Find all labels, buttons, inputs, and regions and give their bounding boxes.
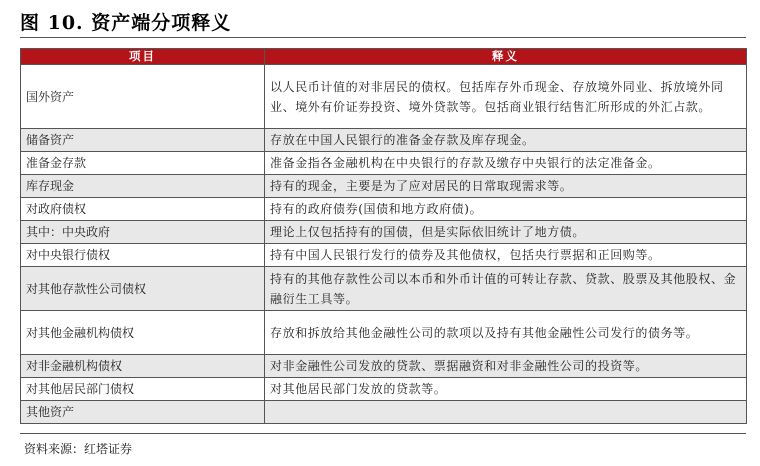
table-row xyxy=(21,401,747,424)
row-item-claims-on-other-depository: 对其他存款性公司债权 xyxy=(21,267,265,311)
row-item-reserve-deposits: 准备金存款 xyxy=(21,152,265,175)
row-definition-central-government: 理论上仅包括持有的国债，但是实际依旧统计了地方债。 xyxy=(265,221,747,244)
table-row xyxy=(21,152,747,175)
row-definition-cash-in-vault: 持有的现金，主要是为了应对居民的日常取现需求等。 xyxy=(265,175,747,198)
source-note: 资料来源：红塔证券 xyxy=(24,442,133,456)
row-item-cash-in-vault: 库存现金 xyxy=(21,175,265,198)
table-row xyxy=(21,65,747,129)
row-item-claims-on-other-residents: 对其他居民部门债权 xyxy=(21,378,265,401)
row-definition-claims-on-non-financial: 对非金融性公司发放的贷款、票据融资和对非金融性公司的投资等。 xyxy=(265,355,747,378)
row-item-claims-on-government: 对政府债权 xyxy=(21,198,265,221)
row-definition-reserve-assets: 存放在中国人民银行的准备金存款及库存现金。 xyxy=(265,129,747,152)
row-item-claims-on-central-bank: 对中央银行债权 xyxy=(21,244,265,267)
row-definition-reserve-deposits: 准备金指各金融机构在中央银行的存款及缴存中央银行的法定准备金。 xyxy=(265,152,747,175)
table-row xyxy=(21,311,747,355)
row-item-central-government: 其中：中央政府 xyxy=(21,221,265,244)
row-item-claims-on-non-financial: 对非金融机构债权 xyxy=(21,355,265,378)
row-definition-foreign-assets: 以人民币计值的对非居民的债权。包括库存外币现金、存放境外同业、拆放境外同业、境外有价证券投资、境外贷款等。包括商业银行结售汇所形成的外汇占款。 xyxy=(265,65,747,129)
table-row xyxy=(21,198,747,221)
table-row xyxy=(21,378,747,401)
row-definition-claims-on-government: 持有的政府债券(国债和地方政府债)。 xyxy=(265,198,747,221)
table-row xyxy=(21,175,747,198)
table-row xyxy=(21,355,747,378)
title-divider xyxy=(20,37,746,38)
row-item-reserve-assets: 储备资产 xyxy=(21,129,265,152)
table-header-row xyxy=(21,49,747,65)
row-definition-claims-on-other-depository: 持有的其他存款性公司以本币和外币计值的可转让存款、贷款、股票及其他股权、金融衍生工具等。 xyxy=(265,267,747,311)
table-row xyxy=(21,129,747,152)
asset-definition-table xyxy=(20,48,747,424)
header-item: 项目 xyxy=(21,49,265,65)
row-item-other-assets: 其他资产 xyxy=(21,401,265,424)
row-definition-claims-on-other-residents: 对其他居民部门发放的贷款等。 xyxy=(265,378,747,401)
row-definition-other-assets xyxy=(265,401,747,424)
row-item-foreign-assets: 国外资产 xyxy=(21,65,265,129)
row-item-claims-on-other-financial: 对其他金融机构债权 xyxy=(21,311,265,355)
table-row xyxy=(21,267,747,311)
row-definition-claims-on-central-bank: 持有中国人民银行发行的债券及其他债权，包括央行票据和正回购等。 xyxy=(265,244,747,267)
figure-title: 图 10. 资产端分项释义 xyxy=(20,12,232,34)
header-definition: 释义 xyxy=(265,49,747,65)
footer-divider xyxy=(20,433,746,434)
row-definition-claims-on-other-financial: 存放和拆放给其他金融性公司的款项以及持有其他金融性公司发行的债务等。 xyxy=(265,311,747,355)
table-row xyxy=(21,221,747,244)
table-row xyxy=(21,244,747,267)
